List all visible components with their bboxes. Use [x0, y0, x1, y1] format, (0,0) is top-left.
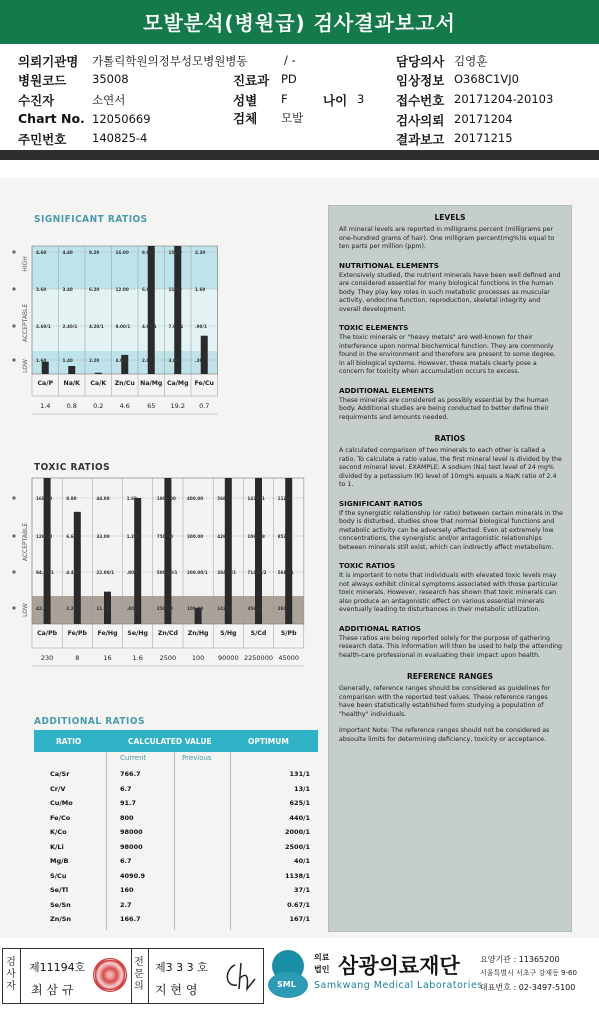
- reported-value: 20171215: [454, 131, 513, 145]
- tick-label: .80/1: [126, 570, 139, 575]
- tick-dot: [12, 358, 15, 361]
- table-column-line: [230, 752, 231, 930]
- current-cell: 98000: [120, 842, 143, 851]
- tick-label: 11200: [277, 496, 293, 501]
- current-cell: 166.7: [120, 915, 141, 923]
- tick-label: 9.00: [142, 250, 153, 255]
- tick-dot: [12, 496, 15, 499]
- tick-label: 1.40: [62, 358, 73, 363]
- ratios-text: A calculated comparison of two minerals to each other is called a ratio. To calculate a ratio value, the first mineral level is divided by the second mineral level. EXAMPLE: A sodium (Na) test level of 24 mg% divided by a potassium (K) level of 10mg% equals a Na/K ratio of 2.4 to 1.: [339, 447, 562, 488]
- optimum-cell: 0.67/1: [287, 900, 310, 909]
- tick-label: 4.00: [115, 358, 126, 363]
- column-value: 19.2: [170, 402, 185, 410]
- tick-label: 1.60: [126, 496, 137, 501]
- tick-label: 8520: [277, 534, 290, 539]
- column-label: Na/K: [63, 380, 80, 387]
- tick-label: 7.00/1: [168, 324, 184, 329]
- tick-label: 142261: [247, 496, 265, 501]
- explanation-panel: [328, 205, 572, 932]
- column-label: Zn/Cu: [114, 380, 135, 387]
- tick-label: 750.00: [156, 534, 173, 539]
- signature-mark: [221, 959, 259, 993]
- column-value: 4.6: [119, 402, 130, 410]
- tick-label: 200.00/1: [187, 570, 208, 575]
- chart-value: 12050669: [92, 112, 151, 126]
- tick-label: 6.20: [89, 287, 100, 292]
- optimum-cell: 167/1: [289, 915, 310, 923]
- optimum-cell: 1138/1: [285, 871, 310, 880]
- bar-ca-p: [42, 362, 49, 374]
- reported-label: 결과보고: [396, 132, 445, 147]
- org-logo: [268, 950, 308, 1000]
- tick-label: 3.40: [62, 287, 73, 292]
- receipt-label: 접수번호: [396, 93, 445, 108]
- tick-label: 2.60/1: [36, 324, 51, 329]
- current-cell: 98000: [120, 828, 143, 836]
- ratio-cell: Cu/Mo: [50, 799, 73, 807]
- org-english: Samkwang Medical Laboratories: [314, 980, 483, 991]
- patient-value: 소연서: [92, 93, 126, 107]
- tick-label: 4.40/1: [66, 570, 81, 575]
- sub-current: Current: [120, 754, 147, 762]
- tick-label: 250.00: [156, 606, 173, 611]
- tick-label: 22.00/1: [96, 570, 115, 575]
- table-row: [34, 843, 318, 856]
- column-value: 45000: [278, 654, 300, 662]
- box-divider: [20, 949, 21, 1003]
- ratio-cell: K/Co: [50, 828, 67, 836]
- specimen-value: 모발: [281, 111, 304, 125]
- patient-info: [0, 52, 599, 147]
- tick-dot: [12, 606, 15, 609]
- code-value: 35008: [92, 72, 129, 86]
- tick-label: 400.00: [187, 496, 204, 501]
- ratio-cell: Mg/B: [50, 857, 69, 865]
- column-label: Ca/K: [90, 380, 107, 387]
- current-cell: 6.7: [120, 857, 132, 865]
- org-name: 삼광의료재단: [338, 954, 460, 978]
- tick-label: 28400/1: [217, 570, 237, 575]
- bar-ca-k: [95, 373, 102, 374]
- tick-label: 6.00: [142, 287, 153, 292]
- note-text: Important Note: The reference ranges should not be considered as absoulte limits for determining deficiency, toxicity or acceptance.: [339, 727, 550, 743]
- column-label: Fe/Pb: [67, 630, 88, 637]
- tick-label: 2840: [277, 606, 290, 611]
- sig-text: If the synergistic relationship (or ratio) between certain minerals in the body is disturbed, studies show that normal biological functions and metabolic activity can be adversely affected. Even at extremely low concentrations, the synergistic and/or antagonistic relationships between minerals still exist, which can indirectly affect metabolism.: [339, 509, 563, 551]
- add-text: These ratios are being reported solely for the purpose of gathering research data. This information will then be used to help the attending health-care professional in evaluating their impact upon health.: [339, 634, 563, 659]
- toxic-text: The toxic minerals or "heavy metals" are well-known for their interference upon normal biochemical function. They are commonly found in the environment and therefore are present to some degree, in all biological systems. However, these metals clearly pose a concern for toxicity when accumulation occurs to excess.: [339, 334, 556, 375]
- ratio-cell: Ca/Sr: [50, 770, 70, 778]
- toxic-title: TOXIC RATIOS: [34, 462, 111, 473]
- col-optimum: OPTIMUM: [248, 737, 289, 746]
- bar-se-hg: [134, 498, 141, 624]
- column-label: Ca/Mg: [166, 380, 189, 387]
- table-row: [34, 770, 318, 783]
- col-ratio: RATIO: [56, 737, 82, 746]
- optimum-cell: 131/1: [289, 770, 310, 778]
- zone-label: HIGH: [22, 256, 29, 272]
- header-divider: [0, 150, 599, 160]
- tick-label: 12.00: [115, 287, 129, 292]
- ref-text: Generally, reference ranges should be considered as guidelines for comparison with the reported test values. These reference ranges have been statistically established form studying a population of "healthy" individuals.: [339, 685, 551, 718]
- column-label: S/Cd: [250, 630, 267, 637]
- tick-label: 2.30: [195, 250, 206, 255]
- zone-band: [32, 289, 218, 351]
- inspector-no: 제11194호: [29, 961, 86, 974]
- tick-dot: [12, 570, 15, 573]
- column-value: 1.6: [132, 654, 143, 662]
- column-label: Na/Mg: [140, 380, 163, 387]
- column-label: Ca/Pb: [37, 630, 58, 637]
- current-cell: 6.7: [120, 784, 132, 793]
- column-value: 0.8: [66, 402, 77, 410]
- column-value: 8: [75, 654, 80, 662]
- ratio-cell: Fe/Co: [50, 813, 71, 822]
- dept-value: PD: [281, 72, 297, 86]
- tick-label: 4.20/1: [89, 324, 104, 329]
- tick-label: 1.60: [195, 287, 206, 292]
- column-label: Zn/Cd: [157, 630, 178, 637]
- box-divider: [148, 949, 149, 1003]
- additional-text: These minerals are considered as possibly essential by the human body. Additional studies are being conducted to better define their requirments and amounts needed.: [339, 396, 549, 421]
- org-address: 서울특별시 서초구 강재동 9-60: [480, 969, 577, 977]
- sig-heading: SIGNIFICANT RATIOS: [339, 498, 423, 508]
- tick-label: 168.00: [36, 496, 53, 501]
- column-label: Fe/Hg: [97, 630, 118, 637]
- tick-label: 11.00: [168, 287, 182, 292]
- id-label: 주민번호: [18, 132, 67, 147]
- optimum-cell: 440/1: [289, 813, 310, 822]
- ratio-cell: S/Cu: [50, 871, 67, 880]
- inspector-vertical: 검사자: [6, 957, 16, 992]
- tick-label: 3.60: [36, 287, 47, 292]
- table-row: [34, 799, 318, 812]
- table-row: [34, 785, 318, 798]
- tick-label: 2.20: [66, 606, 77, 611]
- tick-label: 44.00: [96, 496, 110, 501]
- tick-label: 300.00: [187, 534, 204, 539]
- tick-label: .40: [126, 606, 135, 611]
- tick-label: 4.60: [36, 250, 47, 255]
- table-row: [34, 915, 318, 928]
- column-value: 16: [103, 654, 112, 662]
- tick-dot: [12, 534, 15, 537]
- column-value: 230: [40, 654, 54, 662]
- tick-label: 106848: [247, 534, 265, 539]
- specialist-name: 지 현 영: [155, 983, 198, 997]
- footer: [0, 946, 599, 1010]
- table-row: [34, 872, 318, 885]
- optimum-cell: 625/1: [289, 799, 310, 807]
- column-value: 0.7: [199, 402, 210, 410]
- tick-label: 71424/2: [247, 570, 267, 575]
- tick-label: 2.20: [89, 358, 100, 363]
- tick-dot: [12, 287, 15, 290]
- column-label: S/Pb: [280, 630, 297, 637]
- box-divider: [131, 949, 132, 1003]
- chart-label: Chart No.: [18, 111, 85, 126]
- current-cell: 4090.9: [120, 871, 146, 880]
- current-cell: 2.7: [120, 900, 132, 909]
- doctor-value: 김영훈: [454, 54, 488, 68]
- column-value: 100: [191, 654, 205, 662]
- nutritional-heading: NUTRITIONAL ELEMENTS: [339, 260, 439, 270]
- column-value: 90000: [217, 654, 239, 662]
- toxic-heading: TOXIC ELEMENTS: [339, 323, 409, 332]
- additional-ratios-table: [34, 730, 318, 931]
- tick-label: 4.00/1: [142, 324, 157, 329]
- tick-label: 33.00: [96, 534, 110, 539]
- toxic-ratios-chart: [0, 472, 322, 690]
- table-row: [34, 857, 318, 870]
- table-column-line: [106, 752, 107, 930]
- tick-label: 56800: [217, 496, 232, 501]
- patient-label: 수진자: [18, 93, 55, 108]
- tick-label: 11.00: [96, 606, 110, 611]
- column-label: Se/Hg: [127, 630, 148, 637]
- table-column-line: [174, 752, 175, 930]
- tox-heading: TOXIC RATIOS: [339, 561, 396, 570]
- zone-label: ACCEPTABLE: [22, 522, 29, 562]
- tick-label: 100.00: [187, 606, 204, 611]
- tick-label: .20: [195, 358, 203, 363]
- current-cell: 800: [120, 813, 134, 822]
- org-small-1: 의료: [314, 953, 330, 962]
- levels-text: All mineral levels are reported in milligrams percent (milligrams per one-hundred grams of hair). One milligram percent(mg%)is equal to ten parts per million (ppm).: [339, 226, 555, 250]
- optimum-cell: 2000/1: [285, 828, 310, 836]
- tick-dot: [12, 324, 15, 327]
- current-cell: 160: [120, 886, 134, 894]
- tick-label: 5680/1: [277, 570, 294, 575]
- tick-label: 2.40/1: [62, 324, 78, 329]
- institution-value: 가톨릭학원의정부성모병원병동: [92, 54, 248, 68]
- request-label: 검사의뢰: [396, 113, 445, 128]
- tick-label: 1000.00: [156, 496, 176, 501]
- ratio-cell: Zn/Sn: [50, 915, 72, 923]
- col-calculated: CALCULATED VALUE: [128, 737, 212, 746]
- ratio-cell: Se/Tl: [50, 886, 69, 894]
- tick-label: 42.00: [36, 606, 50, 611]
- column-value: 2500: [159, 654, 177, 662]
- org-small-2: 법인: [314, 965, 330, 974]
- seal-stamp: [93, 958, 127, 992]
- report-title: 모발분석(병원급) 검사결과보고서: [0, 0, 599, 44]
- specimen-label: 검체: [233, 111, 258, 126]
- ratio-cell: Se/Sn: [50, 900, 71, 909]
- optimum-cell: 2500/1: [285, 842, 310, 851]
- column-value: 1.4: [40, 402, 51, 410]
- column-label: Zn/Hg: [187, 630, 209, 637]
- tick-label: 42600: [217, 534, 232, 539]
- dept-label: 진료과: [233, 73, 270, 88]
- tick-label: 3.00: [168, 358, 179, 363]
- bar-na-k: [68, 366, 75, 374]
- tick-label: 126.00: [36, 534, 53, 539]
- bar-fe-cu: [201, 336, 208, 374]
- clinical-value: O368C1VJ0: [454, 72, 519, 86]
- sex-value: F: [281, 92, 288, 106]
- sex-label: 성별: [233, 93, 258, 108]
- column-label: Ca/P: [37, 380, 54, 387]
- tox-text: It is important to note that individuals with elevated toxic levels may not always exhibit clinical symptoms associated with those particular toxic minerals. However, research has shown that toxic minerals can also produce an antagonistic effect on various essential minerals eventually leading to disturbances in their metabolic utilization.: [339, 572, 558, 613]
- tick-label: 8.00/1: [115, 324, 131, 329]
- ratios-heading: RATIOS: [434, 434, 466, 443]
- tick-label: 14200: [217, 606, 232, 611]
- optimum-cell: 13/1: [294, 784, 310, 793]
- clinical-label: 임상정보: [396, 73, 445, 88]
- additional-heading: ADDITIONAL ELEMENTS: [339, 385, 435, 395]
- request-value: 20171204: [454, 112, 513, 126]
- tick-dot: [12, 250, 15, 253]
- zone-label: LOW: [22, 603, 29, 617]
- current-cell: 766.7: [120, 770, 141, 778]
- table-row: [34, 828, 318, 841]
- sub-previous: Previous: [182, 754, 212, 762]
- tick-label: 1.60: [36, 358, 47, 363]
- zone-label: LOW: [22, 359, 29, 373]
- optimum-cell: 37/1: [294, 886, 310, 894]
- add-heading: ADDITIONAL RATIOS: [339, 623, 421, 633]
- additional-title: ADDITIONAL RATIOS: [34, 716, 145, 727]
- age-value: 3: [357, 92, 365, 106]
- additional-header: [34, 730, 318, 752]
- tick-label: .90/1: [195, 324, 207, 329]
- column-value: 2250000: [244, 654, 273, 662]
- ratio-cell: K/Li: [50, 842, 64, 851]
- id-value: 140825-4: [92, 131, 148, 145]
- current-cell: 91.7: [120, 799, 137, 807]
- optimum-cell: 40/1: [294, 857, 310, 865]
- tick-label: 35660: [247, 606, 262, 611]
- column-label: Fe/Cu: [194, 380, 214, 387]
- column-value: 65: [147, 402, 156, 410]
- ref-heading: REFERENCE RANGES: [406, 672, 494, 681]
- table-row: [34, 886, 318, 899]
- tick-label: 16.00: [115, 250, 129, 255]
- tick-label: 500.00/1: [156, 570, 178, 575]
- org-tel: 대표번호 : 02-3497-5100: [480, 983, 576, 992]
- tick-label: 8.80: [66, 496, 77, 501]
- doctor-label: 담당의사: [396, 54, 445, 69]
- tick-label: 84.00/1: [36, 570, 54, 575]
- ward-value: / -: [284, 53, 296, 67]
- zone-label: ACCEPTABLE: [22, 303, 29, 343]
- code-label: 병원코드: [18, 73, 67, 88]
- receipt-value: 20171204-20103: [454, 92, 554, 106]
- ratio-cell: Cr/V: [50, 784, 66, 793]
- specialist-vertical: 전문의: [134, 957, 144, 992]
- significant-title: SIGNIFICANT RATIOS: [34, 214, 148, 225]
- tick-label: 6.60: [66, 534, 77, 539]
- signature-box: [2, 948, 264, 1004]
- institution-label: 의뢰기관명: [18, 54, 79, 69]
- logo-sml: SML: [277, 980, 296, 989]
- column-value: 0.2: [93, 402, 104, 410]
- tick-label: 15.00: [168, 250, 182, 255]
- tick-label: 2.00: [142, 358, 153, 363]
- age-label: 나이: [323, 93, 348, 108]
- org-code: 요양기관 : 11365200: [480, 955, 560, 964]
- bar-na-mg: [148, 246, 155, 374]
- tick-label: 4.40: [62, 250, 73, 255]
- inspector-name: 최 삼 규: [31, 983, 74, 997]
- nutritional-text: Extensively studied, the nutrient minerals have been well defined and are considered essential for many biological functions in the human body. They play key roles in such metabolic processes as muscular activity, endocrine function, reproduction, skeletal integrity and overall development.: [339, 271, 561, 313]
- significant-ratios-chart: [0, 226, 322, 440]
- levels-heading: LEVELS: [434, 213, 466, 222]
- tick-label: 8.20: [89, 250, 100, 255]
- tick-label: 1.20: [126, 534, 137, 539]
- column-label: S/Hg: [220, 630, 237, 637]
- specialist-no: 제3 3 3 호: [155, 961, 208, 974]
- table-row: [34, 814, 318, 827]
- bar-ca-mg: [174, 246, 181, 374]
- table-row: [34, 901, 318, 914]
